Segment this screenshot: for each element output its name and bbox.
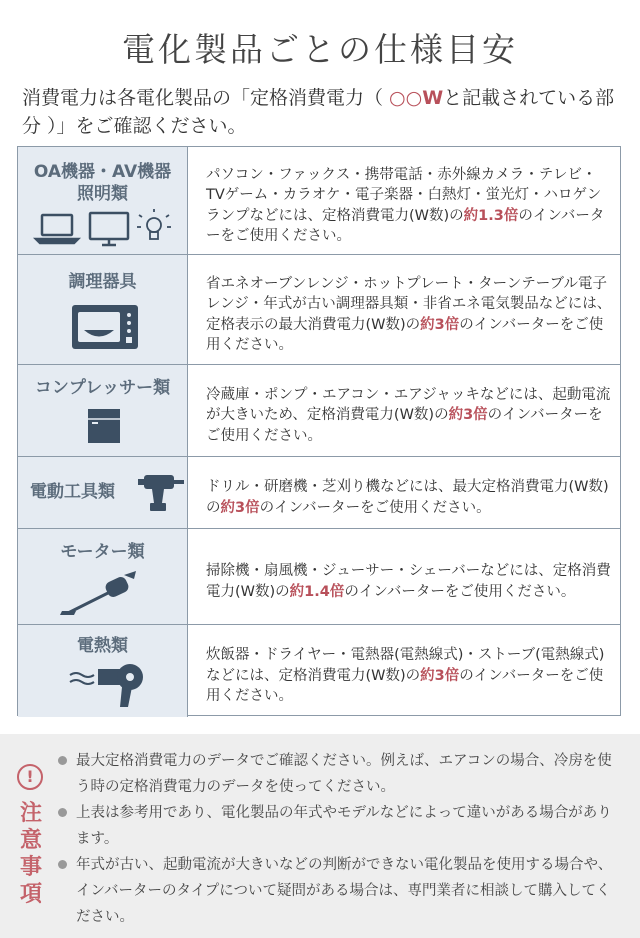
- multiplier-highlight: 約3倍: [448, 407, 488, 424]
- table-row: [18, 625, 620, 717]
- note-item: 年式が古い、起動電流が大きいなどの判断ができない電化製品を使用する場合や、インバーターのタイプについて疑問がある場合は、専門業者に相談して購入してください。: [56, 852, 616, 930]
- category-label: 調理器具: [68, 272, 137, 292]
- notes-list: [56, 748, 616, 930]
- description-text: のインバーターをご使用ください。: [206, 207, 605, 244]
- laptop-icon: [36, 215, 78, 243]
- monitor-icon: [90, 213, 128, 245]
- description-text: ドリル・研磨機・芝刈り機などには、最大定格消費電力(W数)の: [206, 479, 609, 516]
- category-label: 電動工具類: [30, 482, 115, 502]
- multiplier-highlight: 約3倍: [420, 316, 460, 333]
- category-label: 電熱類: [77, 636, 128, 656]
- table-row: [18, 147, 620, 255]
- multiplier-highlight: 約3倍: [220, 499, 260, 516]
- intro-after: と記載されている部分 ）」をご確認ください。: [22, 87, 615, 137]
- description-cell: [188, 365, 620, 456]
- drill-icon: [136, 471, 186, 515]
- exclamation-circle-icon: !: [17, 764, 43, 790]
- table-row: [18, 529, 620, 625]
- notes-heading-char: 事: [19, 855, 42, 880]
- category-cell: [18, 457, 188, 528]
- category-label-line: OA機器・AV機器: [33, 162, 172, 182]
- category-cell: [18, 255, 188, 364]
- description-text: 炊飯器・ドライヤー・電熱器(電熱線式)・ストーブ(電熱線式)などには、定格消費電力(W数)の: [206, 647, 605, 684]
- intro-before: 消費電力は各電化製品の「定格消費電力（: [22, 87, 390, 109]
- notes-heading-char: 項: [19, 882, 42, 907]
- laptop-monitor-bulb-icon: [18, 209, 188, 249]
- notes-heading: [16, 800, 46, 908]
- hair-dryer-icon: [18, 661, 188, 711]
- description-cell: [188, 457, 620, 528]
- description-cell: [188, 529, 620, 624]
- category-label: [18, 147, 187, 205]
- category-cell: [18, 147, 188, 254]
- notes-heading-char: 注: [19, 801, 42, 826]
- description-text: 冷蔵庫・ポンプ・エアコン・エアジャッキなどには、起動電流が大きいため、定格消費電力(W数)の: [206, 386, 611, 424]
- category-cell: [18, 625, 188, 717]
- description-cell: [188, 625, 620, 717]
- table-row: [18, 457, 620, 529]
- category-label: モーター類: [60, 542, 145, 562]
- refrigerator-icon: [18, 407, 188, 447]
- table-row: [18, 255, 620, 365]
- light-bulb-icon: [137, 209, 171, 239]
- intro-highlight: ○○W: [389, 87, 444, 109]
- multiplier-highlight: 約3倍: [420, 667, 460, 684]
- page-title: 電化製品ごとの仕様目安: [122, 30, 518, 69]
- intro-text: [22, 84, 622, 140]
- description-text: のインバーターをご使用ください。: [206, 316, 604, 353]
- description-text: パソコン・ファックス・携帯電話・赤外線カメラ・テレビ・TVゲーム・カラオケ・電子楽器・白熱灯・蛍光灯・ハロゲンランプなどには、定格消費電力(W数)の: [206, 166, 602, 224]
- table-row: [18, 365, 620, 457]
- description-text: 掃除機・扇風機・ジューサー・シェーバーなどには、定格消費電力(W数)の: [206, 563, 611, 600]
- description-text: のインバーターをご使用ください。: [344, 583, 576, 600]
- description-cell: [188, 255, 620, 364]
- description-text: のインバーターをご使用ください。: [206, 667, 604, 705]
- note-item: 上表は参考用であり、電化製品の年式やモデルなどによって違いがある場合があります。: [56, 800, 616, 852]
- notes-heading-char: 意: [19, 828, 42, 853]
- category-label: コンプレッサー類: [34, 378, 171, 398]
- description-text: のインバーターをご使用ください。: [259, 499, 491, 516]
- description-text: 省エネオーブンレンジ・ホットプレート・ターンテーブル電子レンジ・年式が古い調理器具類・非省エネ電気製品などには、定格表示の最大消費電力(W数)の: [206, 275, 612, 333]
- spec-table: [17, 146, 621, 716]
- microwave-icon: [18, 303, 188, 353]
- multiplier-highlight: 約1.3倍: [463, 207, 519, 224]
- note-item: 最大定格消費電力のデータでご確認ください。例えば、エアコンの場合、冷房を使う時の定格消費電力のデータを使ってください。: [56, 748, 616, 800]
- notes-panel: [0, 734, 640, 938]
- description-cell: [188, 147, 620, 254]
- description-text: のインバーターをご使用ください。: [206, 407, 603, 444]
- category-label-line: 照明類: [77, 184, 128, 204]
- category-cell: [18, 365, 188, 456]
- vacuum-cleaner-icon: [18, 569, 188, 619]
- category-cell: [18, 529, 188, 624]
- multiplier-highlight: 約1.4倍: [289, 583, 345, 600]
